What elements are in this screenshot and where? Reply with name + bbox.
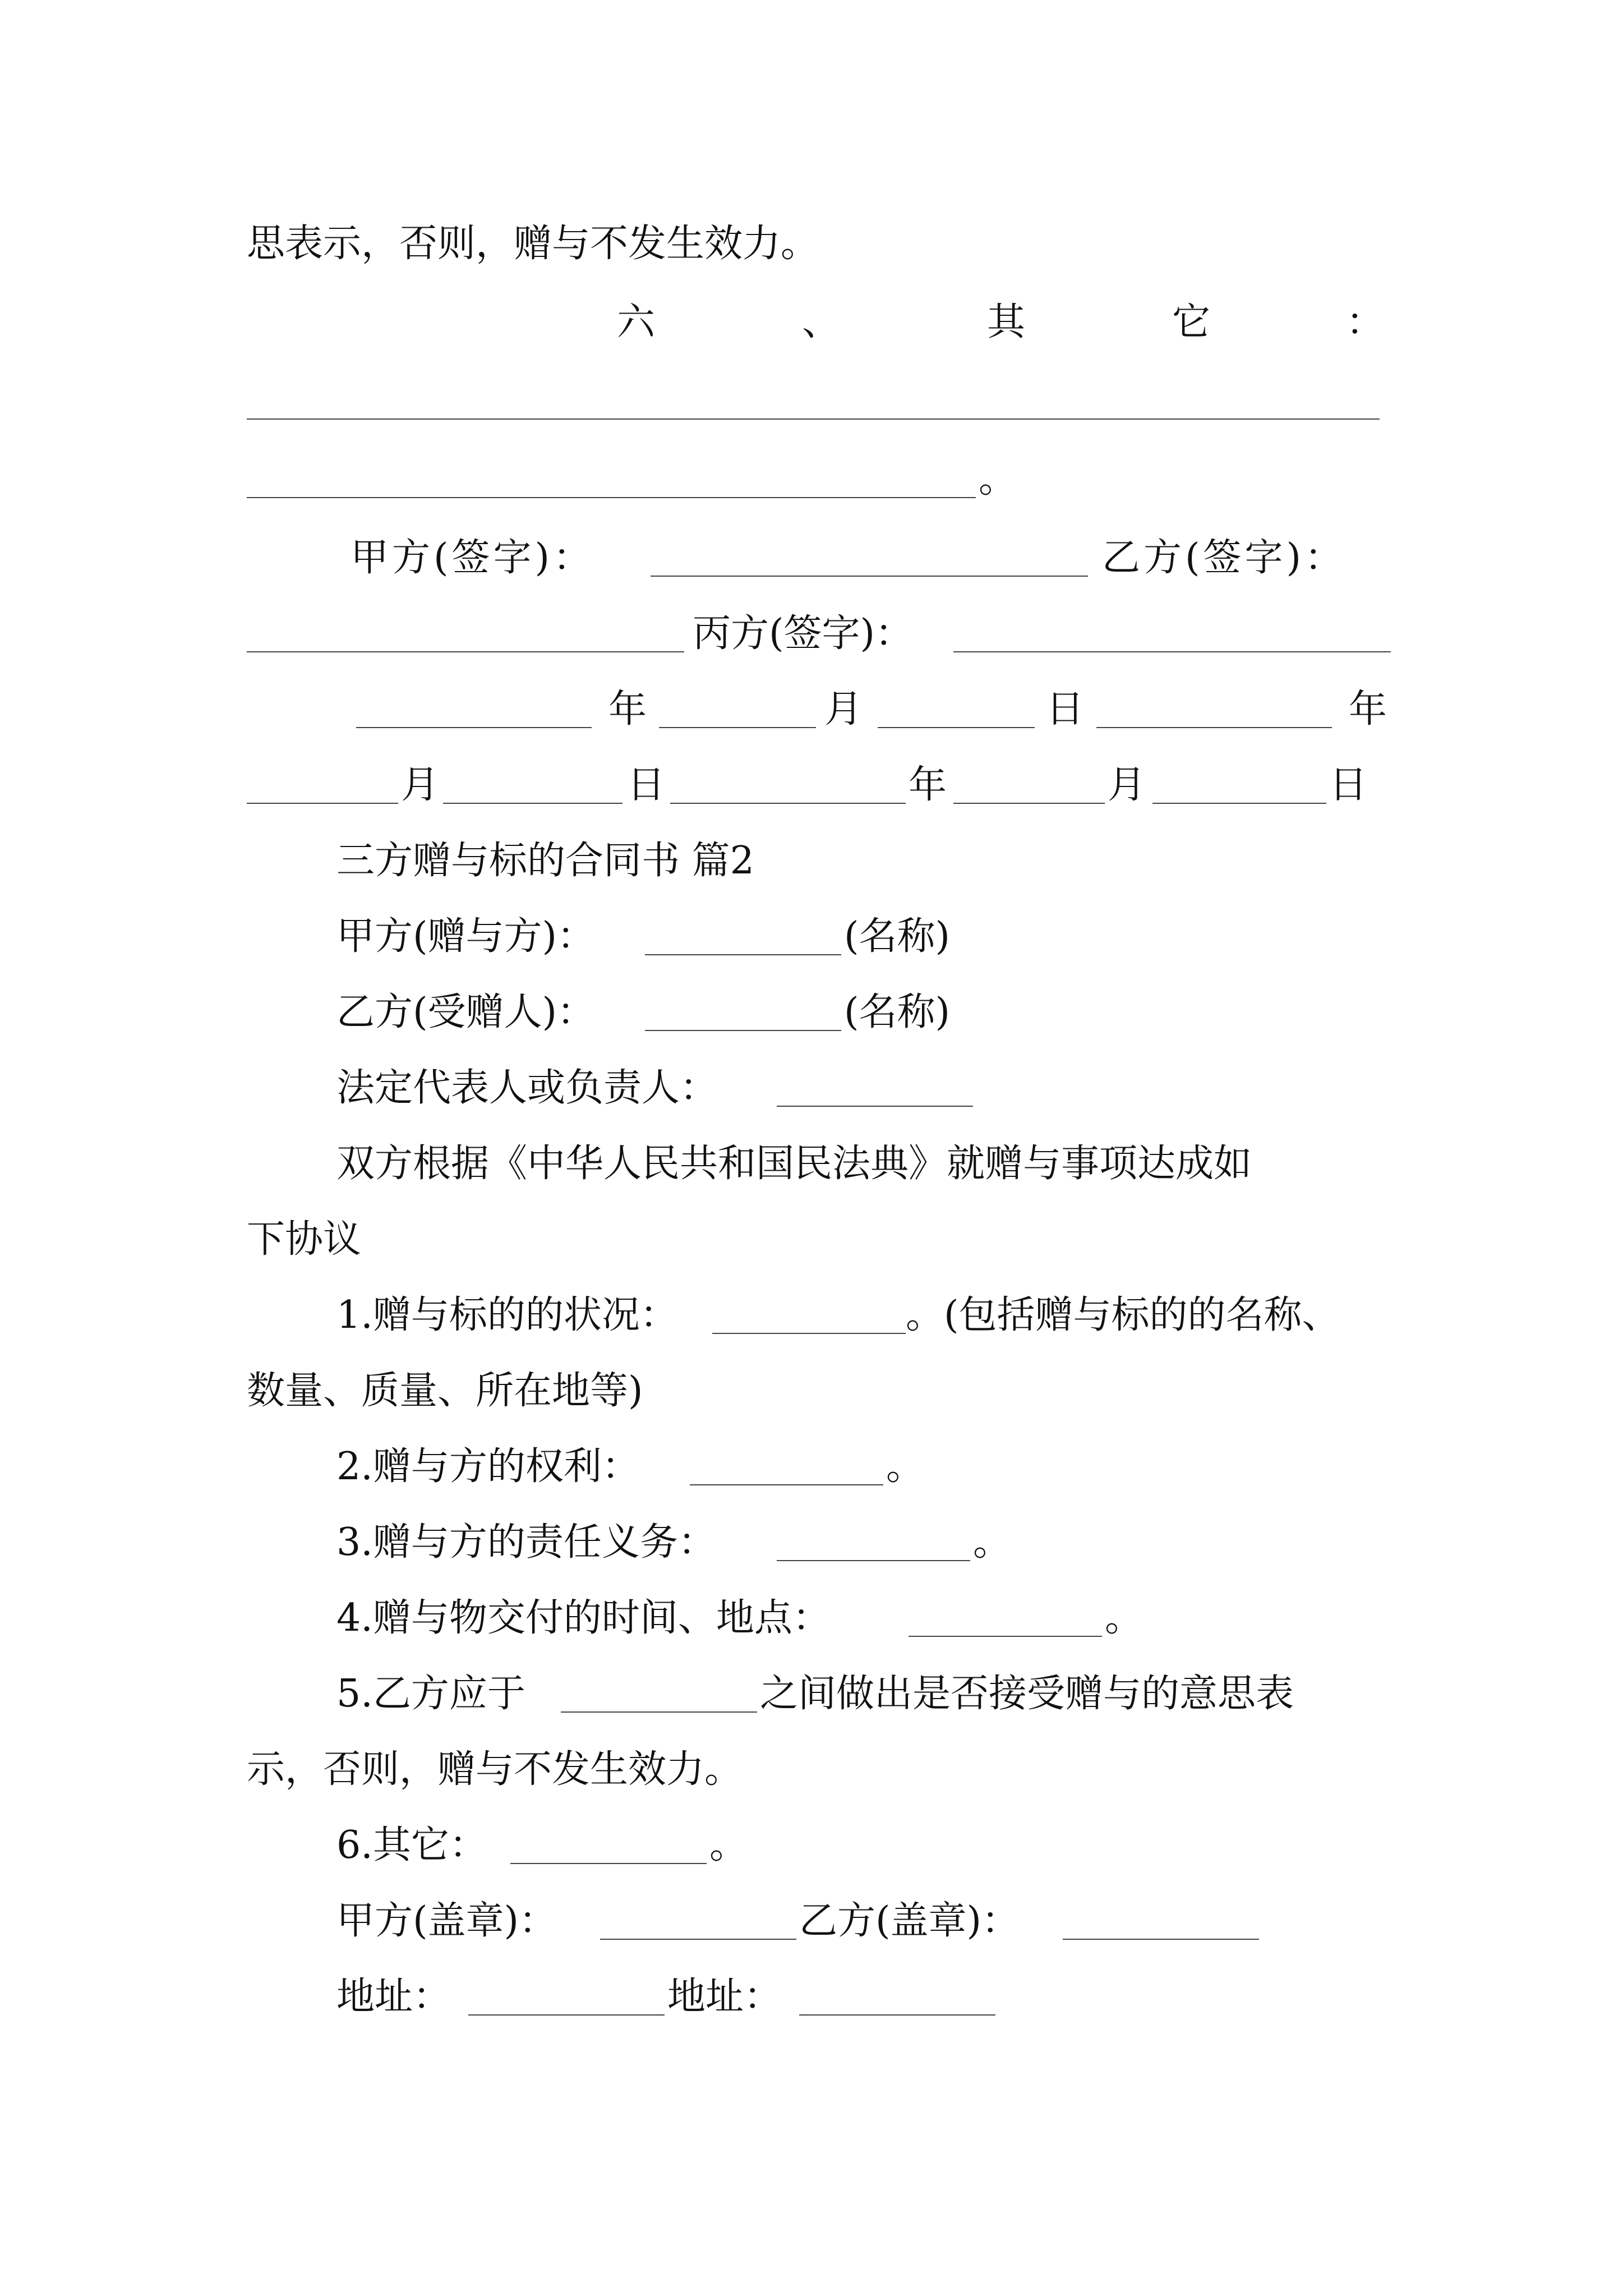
item-5-label: 5.乙方应于: [336, 1672, 525, 1716]
blank-underline: [645, 1030, 841, 1031]
blank-underline: [1063, 1939, 1259, 1940]
item-3-line: [0, 1512, 1623, 1573]
item-4-label: 4.赠与物交付的时间、地点：: [336, 1596, 831, 1640]
section-heading-other: [0, 292, 1623, 353]
period-mark: 。: [1105, 1596, 1144, 1640]
signature-line: [0, 603, 1623, 665]
blank-underline: [712, 1333, 906, 1334]
item-1-label: 1.赠与标的的状况：: [336, 1293, 678, 1337]
intro-line: [0, 1133, 1623, 1195]
year-label: 年: [909, 763, 947, 807]
contract-title: 三方赠与标的合同书 篇2: [336, 839, 754, 883]
item-1-note: 。(包括赠与标的的名称、: [906, 1293, 1340, 1337]
month-label: 月: [1108, 763, 1146, 807]
blank-underline: [600, 1939, 796, 1940]
intro-line: [0, 1209, 1623, 1271]
date-line: [0, 679, 1623, 740]
text-line: [0, 213, 1623, 275]
date-underline: [659, 727, 816, 728]
heading-char: ：: [1346, 300, 1385, 344]
date-underline: [247, 803, 398, 804]
day-label: 日: [1046, 687, 1085, 731]
party-a-seal-label: 甲方(盖章)：: [336, 1899, 557, 1943]
date-underline: [670, 803, 906, 804]
item-1-line: [0, 1285, 1623, 1346]
party-a-sign-label: 甲方(签字)：: [351, 536, 595, 580]
party-a-label: 甲方(赠与方)：: [336, 914, 596, 959]
blank-underline: [561, 1711, 757, 1713]
party-b-label: 乙方(受赠人)：: [336, 990, 596, 1034]
blank-line: [0, 449, 1623, 510]
day-label: 日: [1329, 763, 1368, 807]
item-6-label: 6.其它：: [336, 1823, 487, 1867]
blank-underline: [799, 2014, 995, 2016]
legal-rep-line: [0, 1057, 1623, 1119]
name-suffix: (名称): [844, 914, 951, 959]
blank-underline: [247, 418, 1380, 420]
date-underline: [953, 803, 1105, 804]
signature-underline: [247, 651, 684, 652]
name-suffix: (名称): [844, 990, 951, 1034]
contract-title-line: [0, 830, 1623, 892]
item-3-label: 3.赠与方的责任义务：: [336, 1520, 716, 1565]
date-underline: [1096, 727, 1332, 728]
heading-char: 它: [1172, 300, 1211, 344]
address-label: 地址：: [667, 1975, 782, 2019]
date-underline: [1152, 803, 1326, 804]
intro-text: 双方根据《中华人民共和国民法典》就赠与事项达成如: [336, 1142, 1252, 1186]
date-underline: [356, 727, 592, 728]
period-mark: 。: [709, 1823, 748, 1867]
party-b-seal-label: 乙方(盖章)：: [799, 1899, 1020, 1943]
day-label: 日: [627, 763, 666, 807]
item-5-text: 示，否则，赠与不发生效力。: [247, 1747, 743, 1792]
item-4-line: [0, 1588, 1623, 1649]
blank-underline: [777, 1560, 970, 1561]
item-2-label: 2.赠与方的权利：: [336, 1444, 640, 1489]
heading-char: 其: [987, 300, 1026, 344]
party-b-line: [0, 982, 1623, 1043]
party-b-sign-label: 乙方(签字)：: [1102, 536, 1347, 580]
paragraph-text: 思表示，否则，赠与不发生效力。: [247, 222, 819, 266]
item-6-line: [0, 1815, 1623, 1876]
blank-underline: [510, 1863, 707, 1864]
blank-underline: [645, 954, 841, 955]
blank-underline: [777, 1106, 973, 1107]
blank-underline: [468, 2014, 665, 2016]
blank-underline: [247, 497, 976, 498]
address-label: 地址：: [336, 1975, 451, 2019]
item-1-note: 数量、质量、所在地等): [247, 1369, 643, 1413]
blank-line: [0, 370, 1623, 432]
item-5-line: [0, 1739, 1623, 1801]
blank-underline: [690, 1484, 883, 1485]
period-mark: 。: [886, 1444, 925, 1489]
signature-underline: [953, 651, 1391, 652]
date-line: [0, 754, 1623, 816]
month-label: 月: [401, 763, 440, 807]
seal-line: [0, 1890, 1623, 1952]
month-label: 月: [824, 687, 863, 731]
date-underline: [443, 803, 623, 804]
item-2-line: [0, 1436, 1623, 1498]
period-mark: 。: [979, 457, 1017, 501]
party-a-line: [0, 906, 1623, 968]
blank-underline: [909, 1636, 1102, 1637]
item-5-text: 之间做出是否接受赠与的意思表: [760, 1672, 1294, 1716]
heading-char: 、: [802, 300, 841, 344]
date-underline: [878, 727, 1035, 728]
party-c-sign-label: 丙方(签字)：: [693, 611, 914, 656]
period-mark: 。: [973, 1520, 1012, 1565]
item-1-line: [0, 1360, 1623, 1422]
legal-rep-label: 法定代表人或负责人：: [336, 1066, 718, 1110]
signature-underline: [651, 576, 1088, 577]
item-5-line: [0, 1663, 1623, 1725]
intro-text: 下协议: [247, 1217, 362, 1262]
heading-char: 六: [617, 300, 656, 344]
signature-line: [0, 527, 1623, 589]
address-line: [0, 1966, 1623, 2028]
year-label: 年: [1349, 687, 1387, 731]
year-label: 年: [608, 687, 647, 731]
